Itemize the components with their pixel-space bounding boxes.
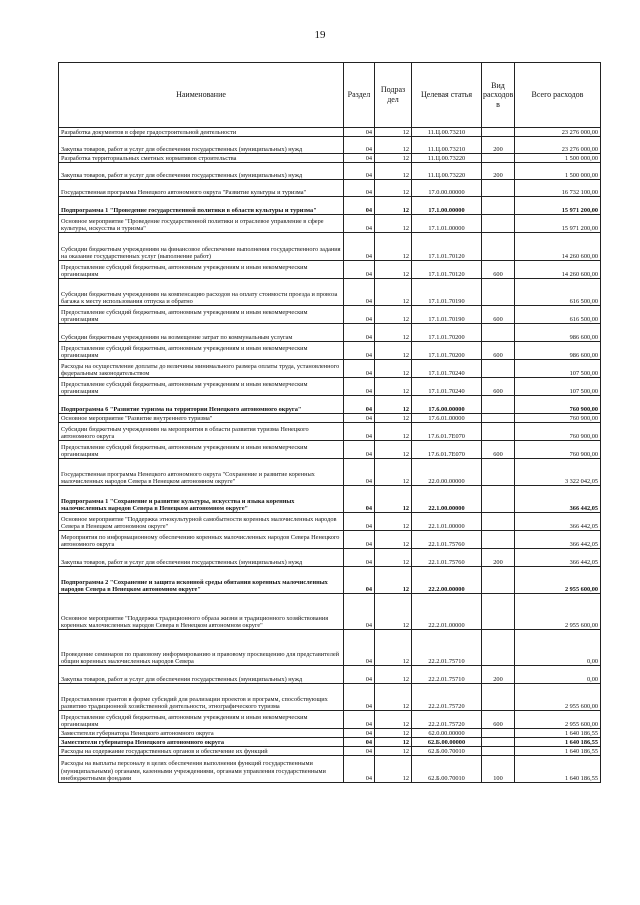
row-subsection: 12 xyxy=(375,594,412,630)
row-subsection: 12 xyxy=(375,414,412,423)
row-kind xyxy=(482,215,515,233)
row-target: 22.1.01.75760 xyxy=(412,549,482,567)
row-kind: 200 xyxy=(482,163,515,180)
table-row xyxy=(59,215,601,233)
row-kind: 100 xyxy=(482,756,515,783)
row-kind xyxy=(482,684,515,711)
row-section: 04 xyxy=(344,486,375,513)
row-name: Предоставление субсидий бюджетным, автономным учреждениям и иным некоммерческим организациям xyxy=(59,261,344,279)
row-name: Государственная программа Ненецкого автономного округа "Сохранение и развитие коренных малочисленных народов Севера в Ненецком автономном округе" xyxy=(59,459,344,486)
row-total: 14 260 600,00 xyxy=(515,233,601,261)
row-target: 22.0.00.00000 xyxy=(412,459,482,486)
table-row xyxy=(59,154,601,163)
table-row xyxy=(59,342,601,360)
row-total: 2 955 600,00 xyxy=(515,711,601,729)
row-name: Заместители губернатора Ненецкого автономного округа xyxy=(59,738,344,747)
row-subsection: 12 xyxy=(375,567,412,594)
row-total: 616 500,00 xyxy=(515,306,601,324)
row-section: 04 xyxy=(344,747,375,756)
row-target: 22.2.01.75710 xyxy=(412,666,482,684)
row-section: 04 xyxy=(344,324,375,342)
row-total: 2 955 600,00 xyxy=(515,594,601,630)
row-section: 04 xyxy=(344,378,375,396)
row-kind xyxy=(482,279,515,306)
row-section: 04 xyxy=(344,137,375,154)
row-name: Подпрограмма 1 "Проведение государственной политики в области культуры и туризма" xyxy=(59,197,344,215)
row-total: 14 260 600,00 xyxy=(515,261,601,279)
row-section: 04 xyxy=(344,279,375,306)
row-section: 04 xyxy=(344,549,375,567)
row-subsection: 12 xyxy=(375,396,412,414)
row-name: Подпрограмма 6 "Развитие туризма на территории Ненецкого автономного округа" xyxy=(59,396,344,414)
row-section: 04 xyxy=(344,396,375,414)
row-total: 2 955 600,00 xyxy=(515,567,601,594)
row-target: 17.1.01.70190 xyxy=(412,306,482,324)
row-subsection: 12 xyxy=(375,441,412,459)
row-target: 62.Б.00.70010 xyxy=(412,756,482,783)
row-target: 11.Ц.00.73220 xyxy=(412,163,482,180)
row-name: Предоставление субсидий бюджетным, автономным учреждениям и иным некоммерческим организациям xyxy=(59,342,344,360)
row-section: 04 xyxy=(344,594,375,630)
row-section: 04 xyxy=(344,154,375,163)
row-total: 366 442,05 xyxy=(515,549,601,567)
table-row xyxy=(59,261,601,279)
row-target: 17.1.01.70120 xyxy=(412,261,482,279)
row-name: Разработка документов в сфере градостроительной деятельности xyxy=(59,128,344,137)
row-total: 15 971 200,00 xyxy=(515,197,601,215)
table-row xyxy=(59,531,601,549)
row-kind xyxy=(482,197,515,215)
table-row xyxy=(59,756,601,783)
row-section: 04 xyxy=(344,711,375,729)
row-target: 17.6.01.7Е070 xyxy=(412,423,482,441)
row-subsection: 12 xyxy=(375,279,412,306)
row-total: 16 732 100,00 xyxy=(515,180,601,197)
row-target: 22.1.01.00000 xyxy=(412,513,482,531)
row-total: 23 276 000,00 xyxy=(515,128,601,137)
row-subsection: 12 xyxy=(375,756,412,783)
row-name: Предоставление грантов в форме субсидий для реализации проектов и программ, способствующих развитию традиционной хозяйственной деятельности, этнографического туризма xyxy=(59,684,344,711)
row-subsection: 12 xyxy=(375,197,412,215)
table-row xyxy=(59,306,601,324)
table-row xyxy=(59,396,601,414)
row-target: 62.Б.00.00000 xyxy=(412,738,482,747)
row-kind xyxy=(482,594,515,630)
row-target: 62.Б.00.70010 xyxy=(412,747,482,756)
row-section: 04 xyxy=(344,441,375,459)
table-row xyxy=(59,414,601,423)
column-header-section: Раздел xyxy=(344,63,375,128)
row-kind: 200 xyxy=(482,137,515,154)
row-section: 04 xyxy=(344,163,375,180)
row-target: 11.Ц.00.73210 xyxy=(412,128,482,137)
row-total: 760 900,00 xyxy=(515,414,601,423)
row-target: 17.1.01.70190 xyxy=(412,279,482,306)
row-name: Предоставление субсидий бюджетным, автономным учреждениям и иным некоммерческим организациям xyxy=(59,306,344,324)
row-section: 04 xyxy=(344,459,375,486)
row-target: 22.2.00.00000 xyxy=(412,567,482,594)
row-subsection: 12 xyxy=(375,306,412,324)
row-kind: 600 xyxy=(482,261,515,279)
row-name: Закупка товаров, работ и услуг для обеспечения государственных (муниципальных) нужд xyxy=(59,549,344,567)
row-subsection: 12 xyxy=(375,531,412,549)
row-target: 11.Ц.00.73210 xyxy=(412,137,482,154)
row-subsection: 12 xyxy=(375,342,412,360)
column-header-total: Всего расходов xyxy=(515,63,601,128)
table-body xyxy=(59,128,601,783)
row-subsection: 12 xyxy=(375,324,412,342)
row-kind xyxy=(482,630,515,666)
table-row xyxy=(59,549,601,567)
row-subsection: 12 xyxy=(375,486,412,513)
row-total: 616 500,00 xyxy=(515,279,601,306)
row-subsection: 12 xyxy=(375,360,412,378)
row-total: 107 500,00 xyxy=(515,378,601,396)
row-target: 17.1.01.00000 xyxy=(412,215,482,233)
row-target: 22.2.01.00000 xyxy=(412,594,482,630)
row-total: 366 442,05 xyxy=(515,513,601,531)
page-number: 19 xyxy=(314,29,326,41)
row-section: 04 xyxy=(344,360,375,378)
row-target: 22.2.01.75720 xyxy=(412,711,482,729)
table-row xyxy=(59,180,601,197)
row-name: Основное мероприятие "Проведение государственной политики и отраслевое управление в сфере культуры, искусства и туризма" xyxy=(59,215,344,233)
row-subsection: 12 xyxy=(375,513,412,531)
row-target: 22.2.01.75710 xyxy=(412,630,482,666)
row-subsection: 12 xyxy=(375,738,412,747)
row-section: 04 xyxy=(344,197,375,215)
row-name: Государственная программа Ненецкого автономного округа "Развитие культуры и туризма" xyxy=(59,180,344,197)
column-header-subsection: Подраз дел xyxy=(375,63,412,128)
table-row xyxy=(59,666,601,684)
table-header-row xyxy=(59,63,601,128)
row-subsection: 12 xyxy=(375,261,412,279)
row-total: 1 640 186,55 xyxy=(515,756,601,783)
row-target: 17.6.00.00000 xyxy=(412,396,482,414)
row-kind xyxy=(482,513,515,531)
row-name: Субсидии бюджетным учреждениям на мероприятия в области развития туризма Ненецкого автономного округа xyxy=(59,423,344,441)
row-total: 1 640 186,55 xyxy=(515,729,601,738)
row-kind xyxy=(482,360,515,378)
row-total: 760 900,00 xyxy=(515,396,601,414)
row-kind: 200 xyxy=(482,666,515,684)
row-kind xyxy=(482,233,515,261)
row-section: 04 xyxy=(344,666,375,684)
row-total: 3 322 042,05 xyxy=(515,459,601,486)
row-total: 760 900,00 xyxy=(515,423,601,441)
row-kind: 600 xyxy=(482,711,515,729)
row-name: Закупка товаров, работ и услуг для обеспечения государственных (муниципальных) нужд xyxy=(59,666,344,684)
row-name: Расходы на содержание государственных органов и обеспечение их функций xyxy=(59,747,344,756)
row-name: Предоставление субсидий бюджетным, автономным учреждениям и иным некоммерческим организациям xyxy=(59,441,344,459)
table-row xyxy=(59,738,601,747)
row-name: Предоставление субсидий бюджетным, автономным учреждениям и иным некоммерческим организациям xyxy=(59,378,344,396)
row-total: 366 442,05 xyxy=(515,531,601,549)
row-subsection: 12 xyxy=(375,459,412,486)
row-total: 1 640 186,55 xyxy=(515,747,601,756)
row-target: 17.1.00.00000 xyxy=(412,197,482,215)
row-section: 04 xyxy=(344,513,375,531)
row-name: Проведение семинаров по правовому информированию и правовому просвещению для представителей общин коренных малочисленных народов Севера xyxy=(59,630,344,666)
row-kind xyxy=(482,128,515,137)
row-name: Предоставление субсидий бюджетным, автономным учреждениям и иным некоммерческим организациям xyxy=(59,711,344,729)
table-row xyxy=(59,233,601,261)
row-subsection: 12 xyxy=(375,423,412,441)
table-row xyxy=(59,630,601,666)
row-kind xyxy=(482,396,515,414)
row-kind xyxy=(482,459,515,486)
row-subsection: 12 xyxy=(375,684,412,711)
row-subsection: 12 xyxy=(375,630,412,666)
row-target: 22.1.00.00000 xyxy=(412,486,482,513)
row-subsection: 12 xyxy=(375,711,412,729)
table-row xyxy=(59,137,601,154)
row-total: 0,00 xyxy=(515,666,601,684)
column-header-target: Целевая статья xyxy=(412,63,482,128)
row-subsection: 12 xyxy=(375,163,412,180)
row-kind xyxy=(482,729,515,738)
row-target: 17.6.01.00000 xyxy=(412,414,482,423)
row-kind xyxy=(482,324,515,342)
table-row xyxy=(59,441,601,459)
row-subsection: 12 xyxy=(375,747,412,756)
row-name: Подпрограмма 2 "Сохранение и защита исконной среды обитания коренных малочисленных народов Севера в Ненецком автономном округе" xyxy=(59,567,344,594)
table-row xyxy=(59,513,601,531)
row-section: 04 xyxy=(344,684,375,711)
row-section: 04 xyxy=(344,128,375,137)
row-section: 04 xyxy=(344,567,375,594)
row-target: 17.0.00.00000 xyxy=(412,180,482,197)
row-name: Разработка территориальных сметных нормативов строительства xyxy=(59,154,344,163)
table-row xyxy=(59,279,601,306)
row-section: 04 xyxy=(344,233,375,261)
table-row xyxy=(59,163,601,180)
row-total: 1 500 000,00 xyxy=(515,163,601,180)
row-section: 04 xyxy=(344,261,375,279)
budget-table xyxy=(58,62,601,783)
row-subsection: 12 xyxy=(375,215,412,233)
table-row xyxy=(59,747,601,756)
row-target: 17.1.01.70120 xyxy=(412,233,482,261)
row-target: 11.Ц.00.73220 xyxy=(412,154,482,163)
row-kind xyxy=(482,423,515,441)
row-subsection: 12 xyxy=(375,233,412,261)
row-subsection: 12 xyxy=(375,137,412,154)
row-name: Основное мероприятие "Поддержка традиционного образа жизни и традиционного хозяйствования коренных малочисленных народов Севера в Ненецком автономном округе" xyxy=(59,594,344,630)
row-subsection: 12 xyxy=(375,729,412,738)
table-row xyxy=(59,459,601,486)
table-row xyxy=(59,711,601,729)
row-kind: 600 xyxy=(482,342,515,360)
row-section: 04 xyxy=(344,306,375,324)
row-total: 107 500,00 xyxy=(515,360,601,378)
table-row xyxy=(59,128,601,137)
row-name: Субсидии бюджетным учреждениям на возмещение затрат по коммунальным услугам xyxy=(59,324,344,342)
row-name: Подпрограмма 1 "Сохранение и развитие культуры, искусства и языка коренных малочисленных народов Севера в Ненецком автономном округе" xyxy=(59,486,344,513)
column-header-kind: Вид расходов в xyxy=(482,63,515,128)
table-row xyxy=(59,684,601,711)
row-target: 17.1.01.70240 xyxy=(412,360,482,378)
row-target: 17.1.01.70200 xyxy=(412,342,482,360)
row-kind: 600 xyxy=(482,441,515,459)
row-kind xyxy=(482,414,515,423)
table-row xyxy=(59,486,601,513)
row-section: 04 xyxy=(344,215,375,233)
row-kind xyxy=(482,747,515,756)
row-subsection: 12 xyxy=(375,128,412,137)
row-name: Субсидии бюджетным учреждениям на финансовое обеспечение выполнения государственного задания на оказание государственных услуг (выполнение работ) xyxy=(59,233,344,261)
row-subsection: 12 xyxy=(375,666,412,684)
row-target: 17.1.01.70240 xyxy=(412,378,482,396)
row-target: 22.1.01.75760 xyxy=(412,531,482,549)
row-subsection: 12 xyxy=(375,378,412,396)
row-name: Мероприятия по информационному обеспечению коренных малочисленных народов Севера Ненецкого автономного округа xyxy=(59,531,344,549)
row-total: 1 640 186,55 xyxy=(515,738,601,747)
row-target: 62.0.00.00000 xyxy=(412,729,482,738)
row-total: 760 900,00 xyxy=(515,441,601,459)
row-section: 04 xyxy=(344,729,375,738)
table-row xyxy=(59,378,601,396)
row-total: 0,00 xyxy=(515,630,601,666)
row-kind xyxy=(482,738,515,747)
column-header-name: Наименование xyxy=(59,63,344,128)
row-target: 17.6.01.7Е070 xyxy=(412,441,482,459)
row-name: Закупка товаров, работ и услуг для обеспечения государственных (муниципальных) нужд xyxy=(59,163,344,180)
table-row xyxy=(59,729,601,738)
table-row xyxy=(59,360,601,378)
row-total: 15 971 200,00 xyxy=(515,215,601,233)
row-total: 986 600,00 xyxy=(515,324,601,342)
row-name: Заместители губернатора Ненецкого автономного округа xyxy=(59,729,344,738)
row-name: Закупка товаров, работ и услуг для обеспечения государственных (муниципальных) нужд xyxy=(59,137,344,154)
table-row xyxy=(59,594,601,630)
row-name: Основное мероприятие "Поддержка этнокультурной самобытности коренных малочисленных народов Севера в Ненецком автономном округе" xyxy=(59,513,344,531)
row-section: 04 xyxy=(344,630,375,666)
row-total: 1 500 000,00 xyxy=(515,154,601,163)
row-section: 04 xyxy=(344,342,375,360)
row-kind: 200 xyxy=(482,549,515,567)
row-section: 04 xyxy=(344,423,375,441)
row-name: Расходы на осуществление доплаты до величины минимального размера оплаты труда, установленного федеральным законодательством xyxy=(59,360,344,378)
row-subsection: 12 xyxy=(375,154,412,163)
row-name: Субсидии бюджетным учреждениям на компенсацию расходов на оплату стоимости проезда и провоза багажа к месту использования отпуска и обратно xyxy=(59,279,344,306)
row-section: 04 xyxy=(344,756,375,783)
row-subsection: 12 xyxy=(375,180,412,197)
row-total: 366 442,05 xyxy=(515,486,601,513)
row-subsection: 12 xyxy=(375,549,412,567)
row-section: 04 xyxy=(344,414,375,423)
row-kind xyxy=(482,531,515,549)
row-kind: 600 xyxy=(482,306,515,324)
row-section: 04 xyxy=(344,531,375,549)
row-total: 2 955 600,00 xyxy=(515,684,601,711)
row-section: 04 xyxy=(344,180,375,197)
row-total: 986 600,00 xyxy=(515,342,601,360)
table-row xyxy=(59,567,601,594)
table-row xyxy=(59,197,601,215)
row-section: 04 xyxy=(344,738,375,747)
row-target: 17.1.01.70200 xyxy=(412,324,482,342)
table-row xyxy=(59,324,601,342)
table-row xyxy=(59,423,601,441)
row-kind xyxy=(482,180,515,197)
row-target: 22.2.01.75720 xyxy=(412,684,482,711)
row-name: Расходы на выплаты персоналу в целях обеспечения выполнения функций государственными (муниципальными) органами, казенными учреждениями, органами управления государственными внебюджетными фондами xyxy=(59,756,344,783)
row-kind xyxy=(482,154,515,163)
row-kind: 600 xyxy=(482,378,515,396)
row-kind xyxy=(482,567,515,594)
row-total: 23 276 000,00 xyxy=(515,137,601,154)
row-kind xyxy=(482,486,515,513)
row-name: Основное мероприятие "Развитие внутреннего туризма" xyxy=(59,414,344,423)
